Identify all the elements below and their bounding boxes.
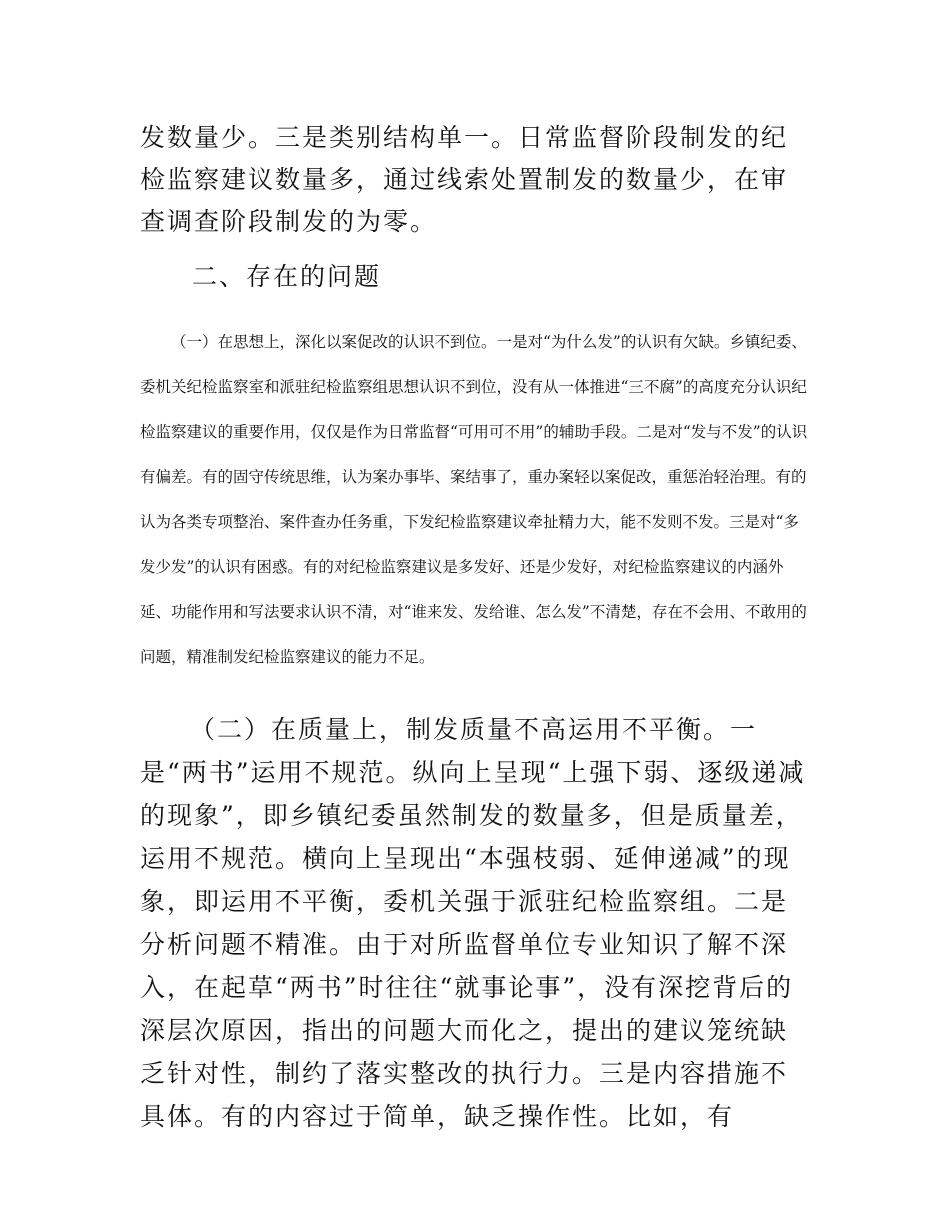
- section-heading: 二、存在的问题: [192, 262, 382, 291]
- paragraph-thinking-issues: （一）在思想上，深化以案促改的认识不到位。一是对“为什么发”的认识有欠缺。乡镇纪委、委机关纪检监察室和派驻纪检监察组思想认识不到位，没有从一体推进“三不腐”的高度充分认识纪检监察建议的重要作用，仅仅是作为日常监督“可用可不用”的辅助手段。二是对“发与不发”的认识有偏差。有的固守传统思维，认为案办事毕、案结事了，重办案轻以案促改，重惩治轻治理。有的认为各类专项整治、案件查办任务重，下发纪检监察建议牵扯精力大，能不发则不发。三是对“多发少发”的认识有困惑。有的对纪检监察建议是多发好、还是少发好，对纪检监察建议的内涵外延、功能作用和写法要求认识不清，对“谁来发、发给谁、怎么发”不清楚，存在不会用、不敢用的问题，精准制发纪检监察建议的能力不足。: [140, 333, 808, 666]
- paragraph-continuation: 发数量少。三是类别结构单一。日常监督阶段制发的纪检监察建议数量多，通过线索处置制发的数量少，在审查调查阶段制发的为零。: [140, 123, 789, 236]
- paragraph-quality-issues: （二）在质量上，制发质量不高运用不平衡。一是“两书”运用不规范。纵向上呈现“上强下弱、逐级递减的现象”，即乡镇纪委虽然制发的数量多，但是质量差，运用不规范。横向上呈现出“本强枝弱、延伸递减”的现象，即运用不平衡，委机关强于派驻纪检监察组。二是分析问题不精准。由于对所监督单位专业知识了解不深入，在起草“两书”时往往“就事论事”，没有深挖背后的深层次原因，指出的问题大而化之，提出的建议笼统缺乏针对性，制约了落实整改的执行力。三是内容措施不具体。有的内容过于简单，缺乏操作性。比如，有: [140, 715, 806, 1131]
